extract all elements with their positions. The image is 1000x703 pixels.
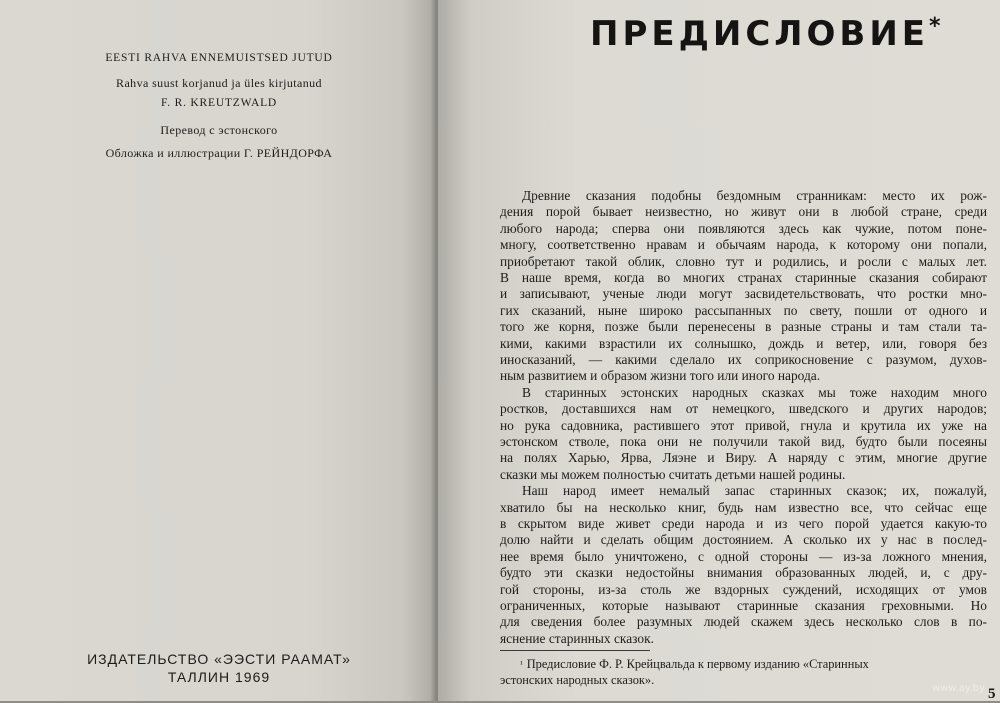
body-line: сказки мы можем полностью считать детьми нашей родины. (500, 466, 846, 482)
body-line: дения порой бывает неизвестно, но живут они в любой стране, среди (500, 204, 987, 220)
body-line: ростков, доставшихся нам от немецкого, шведского и других народов; (500, 401, 987, 417)
footnote-text: эстонских народных сказок». (500, 673, 655, 687)
footnote-text: Предисловие Ф. Р. Крейцвальда к первому изданию «Старинных (526, 657, 869, 671)
body-line: того же корня, позже были перенесены в разные страны и там стали та- (500, 319, 987, 335)
body-line: Древние сказания подобны бездомным странникам: место их рож- (522, 188, 987, 203)
site-watermark: www.ay.by (932, 683, 985, 694)
collected-by-line: Rahva suust korjanud ja üles kirjutanud (116, 76, 322, 90)
body-line: будто эти сказки недостойны внимания образованных людей, и, с дру- (500, 565, 987, 581)
body-line: кими, какими взрастили их солнышко, дождь и ветер, или, говоря без (500, 335, 987, 351)
body-line: гой стороны, из-за столь же вздорных суждений, исходящих от умов (500, 581, 987, 597)
footnote-line (500, 672, 987, 689)
body-line: на полях Харью, Ярва, Ляэне и Виру. А наряду с этим, многие другие (500, 450, 987, 466)
body-line: хватило бы на несколько книг, будь нам известно все, что сейчас еще (500, 499, 987, 515)
translation-line: Перевод с эстонского (160, 123, 278, 137)
publisher-line: ИЗДАТЕЛЬСТВО «ЭЭСТИ РААМАТ» (87, 651, 351, 667)
left-page (0, 0, 438, 701)
body-line: нее время было уничтожено, с одной стороны — из-за ложного мнения, (500, 548, 987, 564)
body-line: ограниченных, которые называют старинные сказания греховными. Но (500, 598, 987, 613)
body-line: и записывают, ученые люди могут засвидетельствовать, что ростки мно- (500, 286, 987, 302)
page-number: 5 (988, 686, 996, 702)
body-line: долю найти и сделать общим достоянием. А сколько их у нас в послед- (500, 532, 987, 548)
preface-title (590, 14, 941, 54)
illustrations-line: Обложка и иллюстрации Г. РЕЙНДОРФА (105, 146, 333, 160)
preface-title-text: ПРЕДИСЛОВИЕ (590, 14, 930, 54)
title-footnote-mark: * (929, 14, 941, 39)
body-line: но рука садовника, растившего этот привой, гнула и крутила их уже на (500, 417, 987, 433)
body-line: эстонском стволе, пока они не получили такой вид, будто были посеяны (500, 434, 987, 449)
body-line: для сведения более разумных людей скажем здесь несколько слов в по- (500, 614, 987, 630)
body-line: любого народа; сперва они появляются здесь как чужие, потом поне- (500, 220, 987, 236)
footnote-rule (500, 650, 650, 651)
author-line: F. R. KREUTZWALD (160, 97, 277, 109)
body-line: иносказаний, — какими сделало их соприкосновение с разумом, духов- (500, 352, 987, 367)
city-year-line: ТАЛЛИН 1969 (167, 669, 271, 685)
body-line: в скрытом виде живет среди народа и из чего порой удается какую-то (500, 516, 987, 531)
body-line: В наше время, когда во многих странах старинные сказания собирают (500, 270, 987, 285)
body-line: В старинных эстонских народных сказках мы тоже находим много (522, 384, 987, 400)
body-line: яснение старинных сказок. (500, 630, 654, 646)
body-line: приобретают такой облик, словно тут и родились, и росли с малых лет. (500, 253, 987, 269)
body-line: ным развитием и образом жизни того или иного народа. (500, 368, 821, 384)
body-line: многу, соответственно нравам и обычаям народа, к которому они попали, (500, 237, 987, 253)
body-line: гих сказаний, ныне широко рассыпанных по свету, пошли от одного и (500, 302, 987, 318)
footnote-marker: ¹ (520, 659, 523, 669)
original-title-line: EESTI RAHVA ENNEMUISTSED JUTUD (105, 52, 333, 64)
footnote-line (500, 656, 987, 673)
body-line: Наш народ имеет немалый запас старинных сказок; их, пожалуй, (522, 483, 987, 499)
